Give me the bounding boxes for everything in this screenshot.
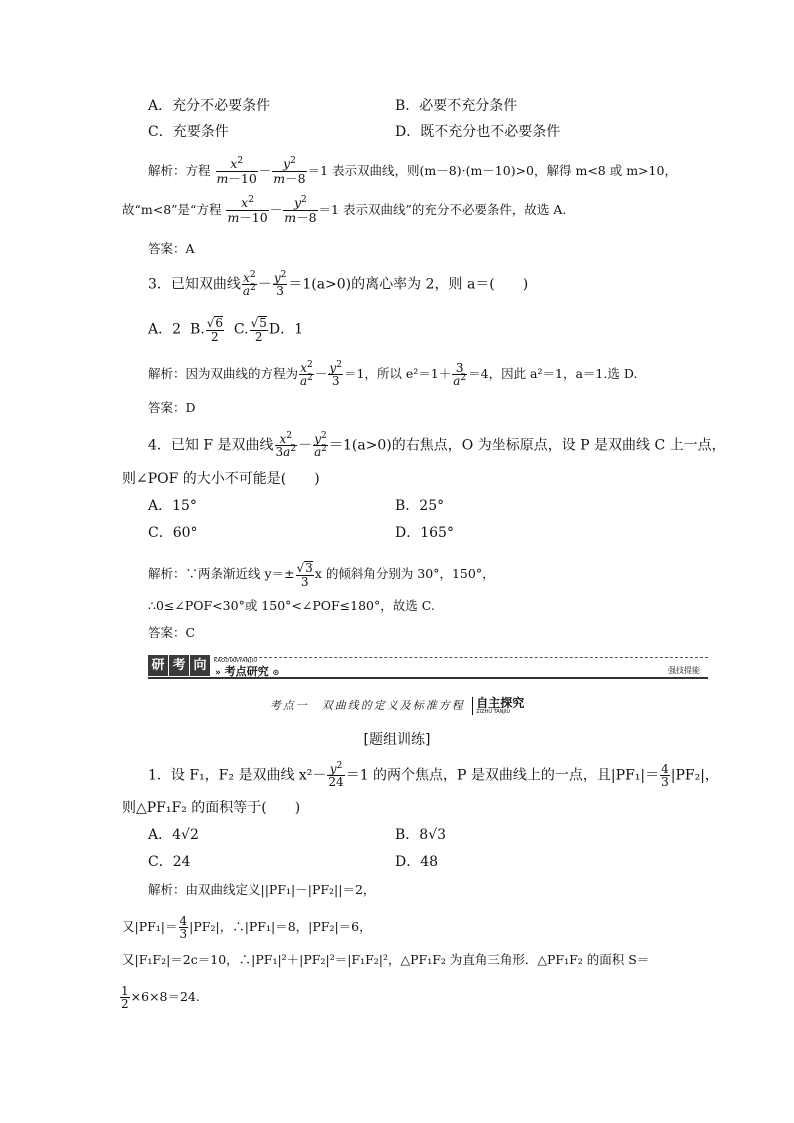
q2-option-b: B．必要不充分条件 [395, 98, 518, 114]
q2-solution-line2: 故“m<8”是“方程 $\frac{x^2}{m-10}$ － $\frac{y^2}{m-8}$ ＝1 表示双曲线”的充分不必要条件，故选 A. [122, 195, 567, 225]
section-tag-pinyin: ZIZHU TANJIU [476, 709, 511, 715]
p1-solution-line3: 又|F₁F₂|＝2c＝10，∴|PF₁|²＋|PF₂|²＝|F₁F₂|²，△PF₁F₂ 为直角三角形．△PF₁F₂ 的面积 S＝ [122, 952, 650, 967]
banner-char-2: 考 [169, 655, 189, 676]
banner-right-text: 强技提能 [668, 666, 700, 675]
section-title [0, 697, 794, 715]
banner-base-rule [148, 677, 708, 679]
q4-answer: 答案：C [148, 625, 196, 640]
p1-solution-line1: 解析：由双曲线定义||PF₁|－|PF₂||＝2， [148, 882, 376, 897]
p1-option-d: D．48 [395, 854, 439, 870]
q3-stem: 3．已知双曲线 $\frac{x^2}{a^2}$ － $\frac{y^2}{3}$ ＝1(a>0)的离心率为 2，则 a＝( ) [148, 270, 529, 298]
q4-option-a: A．15° [148, 498, 197, 514]
q4-stem-line2: 则∠POF 的大小不可能是( ) [122, 471, 320, 487]
banner-title-boxes [148, 655, 210, 676]
p1-option-a: A．4√2 [148, 827, 199, 843]
banner-char-1: 研 [148, 655, 168, 676]
q2-option-a: A．充分不必要条件 [148, 98, 271, 114]
q4-option-d: D．165° [395, 525, 454, 541]
p1-option-b: B．8√3 [395, 827, 447, 843]
q3-answer: 答案：D [148, 400, 196, 415]
banner-dashed-rule [214, 657, 708, 658]
q3-solution: 解析：因为双曲线的方程为 $\frac{x^2}{a^2}$ － $\frac{y^2}{3}$ ＝1，所以 e²＝1＋ $\frac{3}{a^2}$ ＝4，因此 a²＝1，a＝1.选 D. [148, 360, 638, 388]
p1-solution-line4: $\frac{1}{2}$ ×6×8＝24. [121, 984, 200, 1011]
banner-pinyin: KAODIANYANJIU [214, 658, 258, 664]
q4-option-c: C．60° [148, 525, 198, 541]
q4-solution-line1: 解析：∵两条渐近线 y＝± $\frac{√3}{3}$ x 的倾斜角分别为 30°，150°， [148, 561, 495, 589]
q4-option-b: B．25° [395, 498, 445, 514]
section-banner [148, 655, 708, 679]
q3-options: A．2 B. $\frac{√6}{2}$ C. $\frac{√5}{2}$ D．1 [148, 316, 303, 344]
q4-stem-line1: 4．已知 F 是双曲线 $\frac{x^2}{3a^2}$ － $\frac{y^2}{a^2}$ ＝1(a>0)的右焦点，O 为坐标原点，设 P 是双曲线 C 上一点， [148, 431, 726, 459]
group-title: [题组训练] [363, 732, 431, 748]
q2-solution-line1: 解析：方程 $\frac{x^2}{m-10}$ － $\frac{y^2}{m-8}$ ＝1 表示双曲线，则(m－8)·(m－10)>0，解得 m<8 或 m>10， [148, 156, 677, 186]
q2-option-d: D．既不充分也不必要条件 [395, 124, 561, 140]
section-tag-title: 自主探究 [476, 696, 525, 710]
q2-option-c: C．充要条件 [148, 124, 229, 140]
p1-stem-line1: 1．设 F₁，F₂ 是双曲线 x²－ $\frac{y^2}{24}$ ＝1 的两个焦点，P 是双曲线上的一点，且|PF₁|＝ $\frac{4}{3}$ |PF₂|， [148, 761, 719, 789]
p1-option-c: C．24 [148, 854, 191, 870]
section-tag [472, 697, 524, 715]
section-title-text: 考点一 双曲线的定义及标准方程 [269, 699, 465, 712]
p1-solution-line2: 又|PF₁|＝ $\frac{4}{3}$ |PF₂|，∴|PF₁|＝8，|PF₂|＝6， [122, 914, 372, 941]
q4-solution-line2: ∴0≤∠POF<30°或 150°<∠POF≤180°，故选 C. [148, 598, 435, 613]
banner-label: » 考点研究 ⊙ [215, 665, 280, 678]
q2-answer: 答案：A [148, 241, 195, 256]
banner-char-3: 向 [190, 655, 210, 676]
p1-stem-line2: 则△PF₁F₂ 的面积等于( ) [122, 800, 301, 816]
